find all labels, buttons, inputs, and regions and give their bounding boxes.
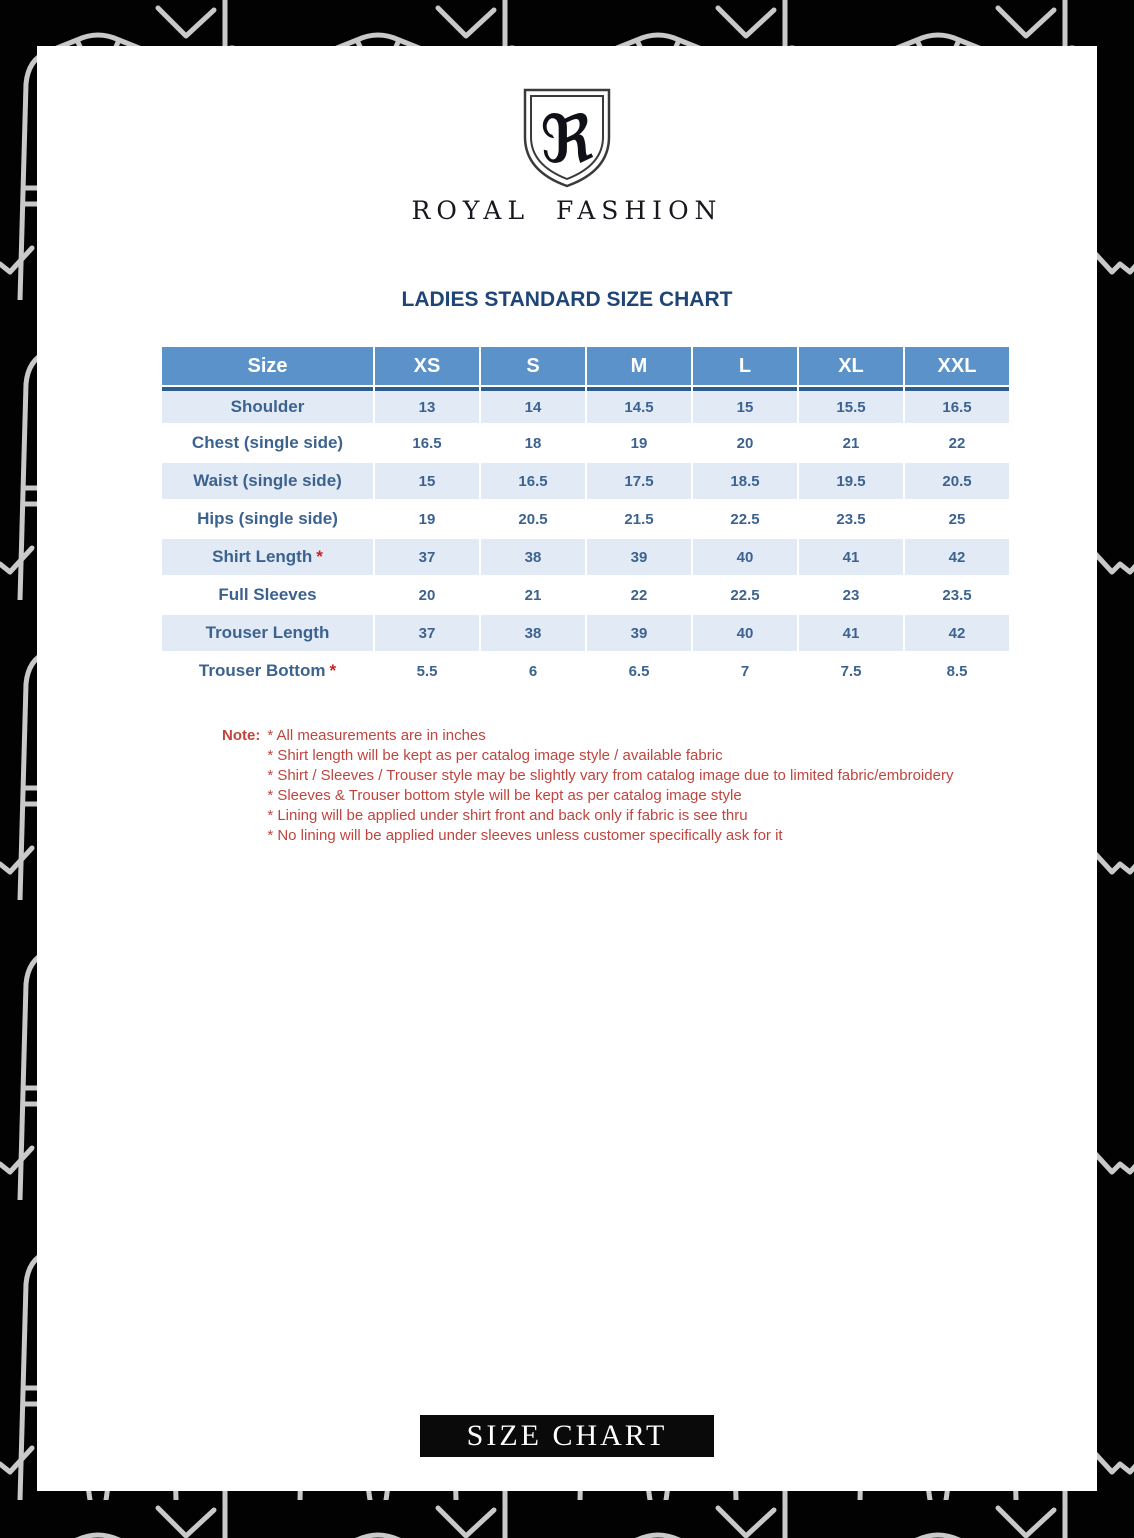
table-head [162,347,1009,385]
column-header: S [481,347,585,385]
value-cell: 25 [905,501,1009,537]
size-table [160,345,1011,691]
table-row [162,425,1009,461]
value-cell: 23.5 [905,577,1009,613]
value-cell: 22.5 [693,501,797,537]
value-cell: 41 [799,615,903,651]
value-cell: 22 [905,425,1009,461]
row-label-cell: Hips (single side) [162,501,373,537]
table-body [162,387,1009,689]
value-cell: 20 [375,577,479,613]
value-cell: 19.5 [799,463,903,499]
table-row [162,653,1009,689]
page [37,46,1097,1491]
notes-section [222,726,953,846]
value-cell: 16.5 [375,425,479,461]
table-row [162,615,1009,651]
value-cell: 5.5 [375,653,479,689]
value-cell: 16.5 [905,387,1009,423]
table-row [162,387,1009,423]
value-cell: 40 [693,539,797,575]
value-cell: 14.5 [587,387,691,423]
row-label-cell: Full Sleeves [162,577,373,613]
value-cell: 23 [799,577,903,613]
row-label-cell: Shoulder [162,387,373,423]
value-cell: 21.5 [587,501,691,537]
value-cell: 21 [799,425,903,461]
column-header: Size [162,347,373,385]
page-title: LADIES STANDARD SIZE CHART [401,288,733,311]
value-cell: 23.5 [799,501,903,537]
row-label-cell: Shirt Length * [162,539,373,575]
size-chart-banner: SIZE CHART [420,1415,714,1457]
value-cell: 15.5 [799,387,903,423]
note-lines [267,726,953,846]
logo-letter: ℜ [540,101,594,178]
column-header: XXL [905,347,1009,385]
value-cell: 42 [905,615,1009,651]
brand-name: ROYAL FASHION [411,196,723,225]
column-header: L [693,347,797,385]
note-line: * All measurements are in inches [267,727,486,744]
value-cell: 15 [375,463,479,499]
note-line: * Shirt length will be kept as per catalog image style / available fabric [267,747,723,764]
required-asterisk: * [316,547,323,566]
value-cell: 6.5 [587,653,691,689]
note-line: * No lining will be applied under sleeves unless customer specifically ask for it [267,827,783,844]
table-row [162,577,1009,613]
value-cell: 7.5 [799,653,903,689]
column-header: XL [799,347,903,385]
value-cell: 39 [587,539,691,575]
header-row [162,347,1009,385]
value-cell: 22.5 [693,577,797,613]
note-label: Note: [222,727,261,744]
value-cell: 7 [693,653,797,689]
table-row [162,539,1009,575]
value-cell: 41 [799,539,903,575]
note-line: * Sleeves & Trouser bottom style will be kept as per catalog image style [267,787,742,804]
value-cell: 8.5 [905,653,1009,689]
row-label-cell: Waist (single side) [162,463,373,499]
value-cell: 40 [693,615,797,651]
value-cell: 15 [693,387,797,423]
value-cell: 21 [481,577,585,613]
note-line: * Shirt / Sleeves / Trouser style may be slightly vary from catalog image due to limited fabric/embroidery [267,767,954,784]
value-cell: 19 [375,501,479,537]
shield-logo-icon [519,85,615,191]
value-cell: 20.5 [481,501,585,537]
value-cell: 22 [587,577,691,613]
value-cell: 20.5 [905,463,1009,499]
column-header: M [587,347,691,385]
table-row [162,463,1009,499]
row-label-cell: Trouser Length [162,615,373,651]
required-asterisk: * [329,661,337,680]
value-cell: 37 [375,539,479,575]
value-cell: 38 [481,615,585,651]
column-header: XS [375,347,479,385]
value-cell: 18 [481,425,585,461]
value-cell: 13 [375,387,479,423]
value-cell: 14 [481,387,585,423]
note-line: * Lining will be applied under shirt front and back only if fabric is see thru [267,807,748,824]
row-label-cell: Chest (single side) [162,425,373,461]
value-cell: 38 [481,539,585,575]
value-cell: 39 [587,615,691,651]
value-cell: 42 [905,539,1009,575]
value-cell: 18.5 [693,463,797,499]
table-row [162,501,1009,537]
value-cell: 37 [375,615,479,651]
row-label-cell: Trouser Bottom * [162,653,373,689]
value-cell: 17.5 [587,463,691,499]
value-cell: 6 [481,653,585,689]
value-cell: 16.5 [481,463,585,499]
value-cell: 20 [693,425,797,461]
value-cell: 19 [587,425,691,461]
